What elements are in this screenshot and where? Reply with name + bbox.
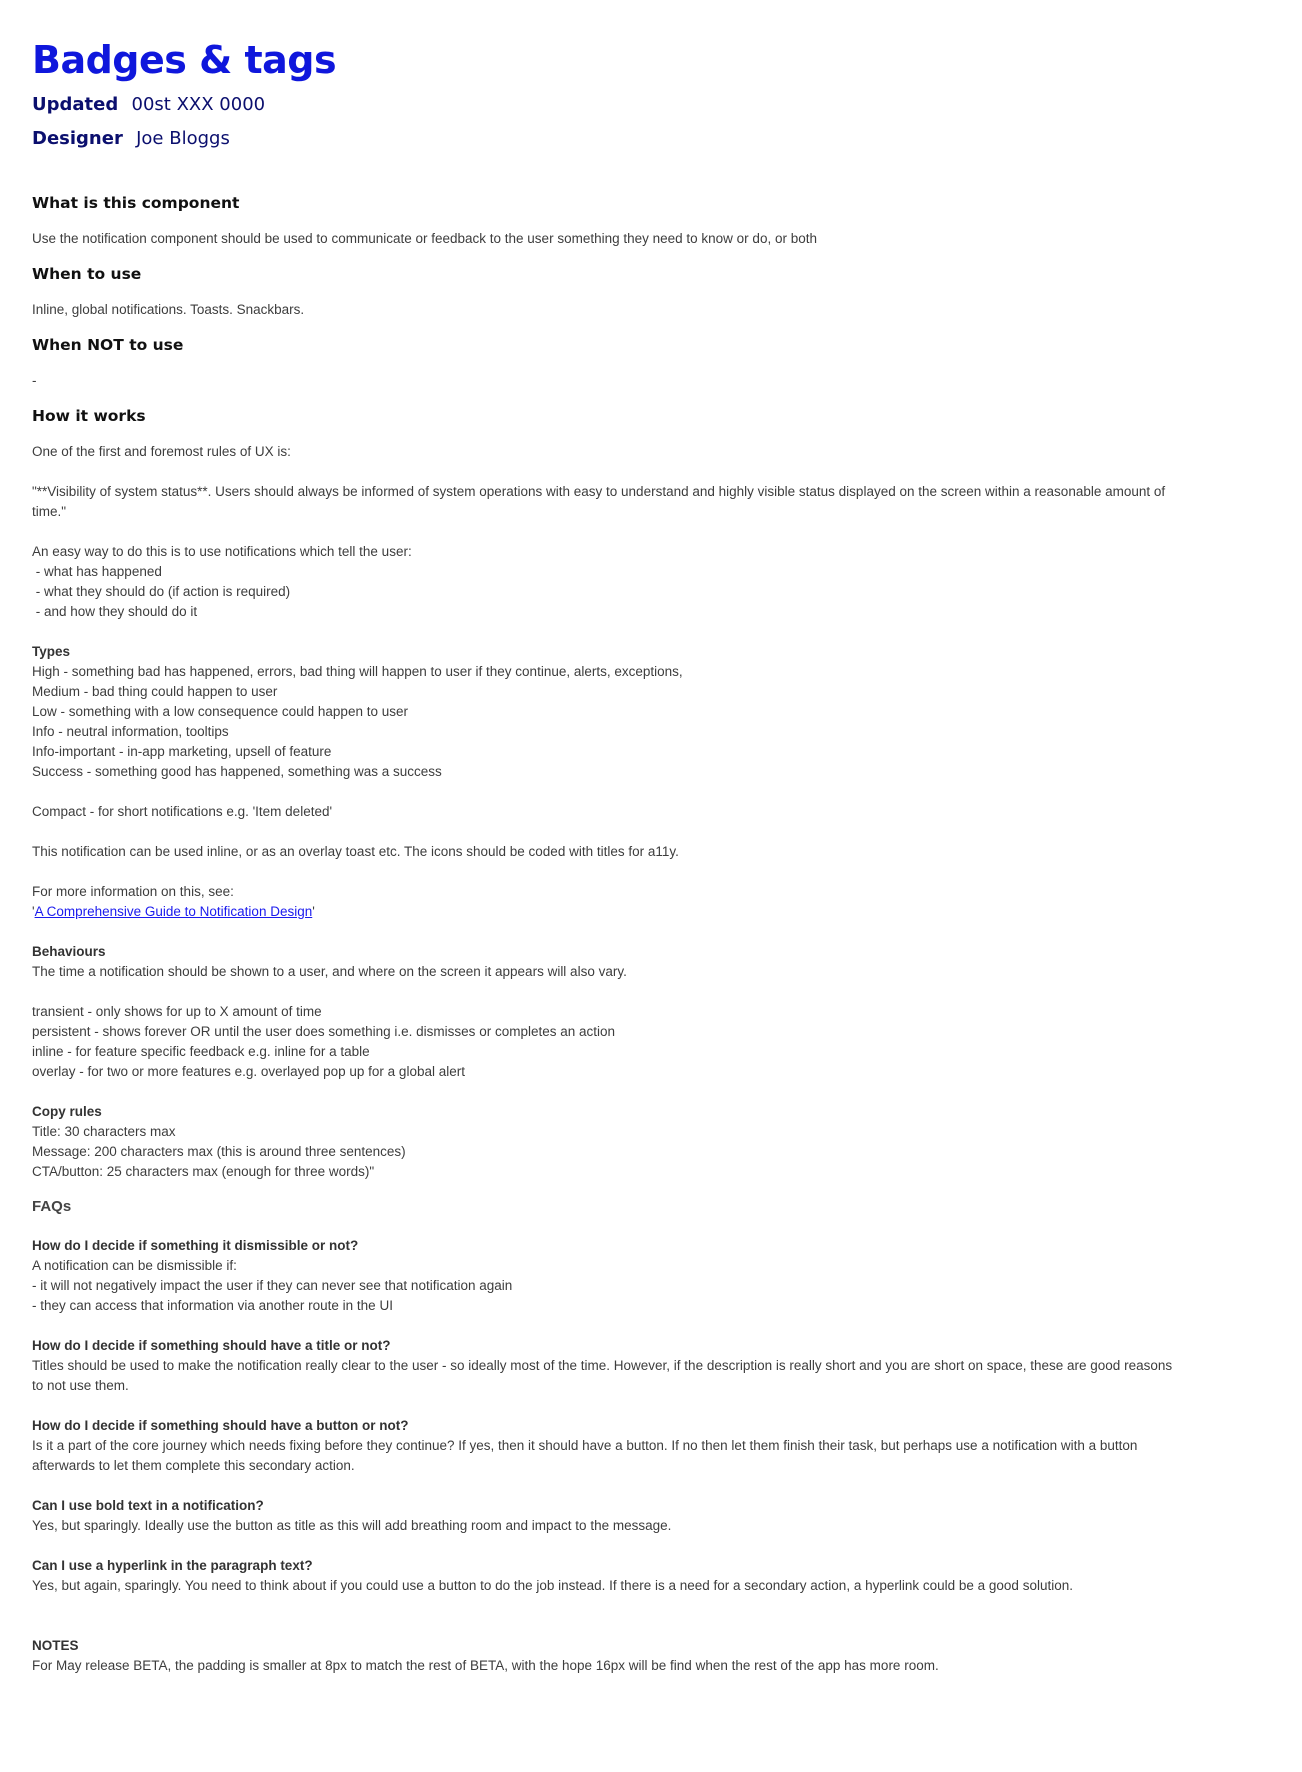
how-quote-line-2: time." xyxy=(32,504,67,519)
guide-link-line xyxy=(32,902,1272,922)
faq-question: How do I decide if something should have a button or not? xyxy=(32,1418,409,1433)
list-item: persistent - shows forever OR until the user does something i.e. dismisses or completes an action xyxy=(32,1024,616,1039)
behaviours-heading: Behaviours xyxy=(32,944,106,959)
compact-note: Compact - for short notifications e.g. 'Item deleted' xyxy=(32,804,333,819)
link-suffix: ' xyxy=(312,904,315,919)
section-body: - xyxy=(32,373,37,388)
faq-answer-line: Is it a part of the core journey which needs fixing before they continue? If yes, then it should have a button. If no then let them finish their task, but perhaps use a notification with a button xyxy=(32,1438,1138,1453)
designer-label: Designer xyxy=(32,128,123,149)
faq-item xyxy=(32,1556,1272,1596)
faq-item xyxy=(32,1496,1272,1536)
section-heading: What is this component xyxy=(32,194,240,212)
list-item: Message: 200 characters max (this is around three sentences) xyxy=(32,1144,406,1159)
inline-note: This notification can be used inline, or as an overlay toast etc. The icons should be coded with titles for a11y. xyxy=(32,844,679,859)
link-prefix: ' xyxy=(32,904,35,919)
list-item: High - something bad has happened, errors, bad thing will happen to user if they continue, alerts, exceptions, xyxy=(32,664,683,679)
section-when xyxy=(32,263,1272,320)
faq-answer-line: Titles should be used to make the notification really clear to the user - so ideally most of the time. However, if the description is really short and you are short on space, these are good reasons xyxy=(32,1358,1173,1373)
list-item: Success - something good has happened, something was a success xyxy=(32,764,442,779)
faq-answer-line: A notification can be dismissible if: xyxy=(32,1258,237,1273)
page-title: Badges & tags xyxy=(32,38,337,82)
how-quote-line-1: "**Visibility of system status**. Users should always be informed of system operations with easy to understand and highly visible status displayed on the screen within a reasonable amount of xyxy=(32,484,1166,499)
copy-rules-heading: Copy rules xyxy=(32,1104,102,1119)
list-item: - what they should do (if action is required) xyxy=(32,584,291,599)
how-easy-way: An easy way to do this is to use notifications which tell the user: xyxy=(32,544,412,559)
section-what xyxy=(32,192,1272,249)
faq-item xyxy=(32,1416,1272,1476)
faq-item xyxy=(32,1336,1272,1396)
list-item: transient - only shows for up to X amount of time xyxy=(32,1004,322,1019)
faq-answer-line: Yes, but again, sparingly. You need to think about if you could use a button to do the job instead. If there is a need for a secondary action, a hyperlink could be a good solution. xyxy=(32,1578,1073,1593)
list-item: - what has happened xyxy=(32,564,162,579)
section-body: Use the notification component should be used to communicate or feedback to the user something they need to know or do, or both xyxy=(32,231,817,246)
list-item: overlay - for two or more features e.g. overlayed pop up for a global alert xyxy=(32,1064,465,1079)
list-item: inline - for feature specific feedback e.g. inline for a table xyxy=(32,1044,370,1059)
faq-answer-line: - it will not negatively impact the user if they can never see that notification again xyxy=(32,1278,513,1293)
faq-answer-line: to not use them. xyxy=(32,1378,129,1393)
faq-answer-line: Yes, but sparingly. Ideally use the button as title as this will add breathing room and impact to the message. xyxy=(32,1518,672,1533)
faq-question: How do I decide if something should have a title or not? xyxy=(32,1338,391,1353)
faqs-heading: FAQs xyxy=(32,1198,72,1215)
list-item: Low - something with a low consequence could happen to user xyxy=(32,704,408,719)
section-faqs xyxy=(32,1196,1272,1596)
list-item: Info - neutral information, tooltips xyxy=(32,724,229,739)
faq-item xyxy=(32,1236,1272,1316)
types-heading: Types xyxy=(32,644,71,659)
section-heading: How it works xyxy=(32,407,146,425)
list-item: - and how they should do it xyxy=(32,604,198,619)
section-heading: When NOT to use xyxy=(32,336,184,354)
list-item: Info-important - in-app marketing, upsell of feature xyxy=(32,744,332,759)
notes-body: For May release BETA, the padding is smaller at 8px to match the rest of BETA, with the hope 16px will be find when the rest of the app has more room. xyxy=(32,1658,939,1673)
list-item: CTA/button: 25 characters max (enough for three words)" xyxy=(32,1164,375,1179)
faq-answer-line: - they can access that information via another route in the UI xyxy=(32,1298,393,1313)
updated-label: Updated xyxy=(32,94,119,115)
document-page xyxy=(32,36,1272,1676)
section-notes xyxy=(32,1636,1272,1676)
more-info: For more information on this, see: xyxy=(32,884,234,899)
notes-heading: NOTES xyxy=(32,1638,79,1653)
guide-link[interactable]: A Comprehensive Guide to Notification Design xyxy=(34,904,313,919)
faq-question: Can I use bold text in a notification? xyxy=(32,1498,264,1513)
behaviours-intro: The time a notification should be shown to a user, and where on the screen it appears will also vary. xyxy=(32,964,627,979)
list-item: Title: 30 characters max xyxy=(32,1124,176,1139)
list-item: Medium - bad thing could happen to user xyxy=(32,684,278,699)
updated-value: 00st XXX 0000 xyxy=(131,94,266,115)
faq-question: How do I decide if something it dismissible or not? xyxy=(32,1238,359,1253)
how-intro: One of the first and foremost rules of UX is: xyxy=(32,444,291,459)
section-body: Inline, global notifications. Toasts. Snackbars. xyxy=(32,302,305,317)
section-how xyxy=(32,405,1272,1182)
designer-value: Joe Bloggs xyxy=(136,128,230,149)
section-heading: When to use xyxy=(32,265,142,283)
how-body xyxy=(32,442,1272,1182)
faq-question: Can I use a hyperlink in the paragraph text? xyxy=(32,1558,313,1573)
faq-answer-line: afterwards to let them complete this secondary action. xyxy=(32,1458,355,1473)
section-when-not xyxy=(32,334,1272,391)
updated-row xyxy=(32,92,1272,118)
designer-row xyxy=(32,126,1272,152)
